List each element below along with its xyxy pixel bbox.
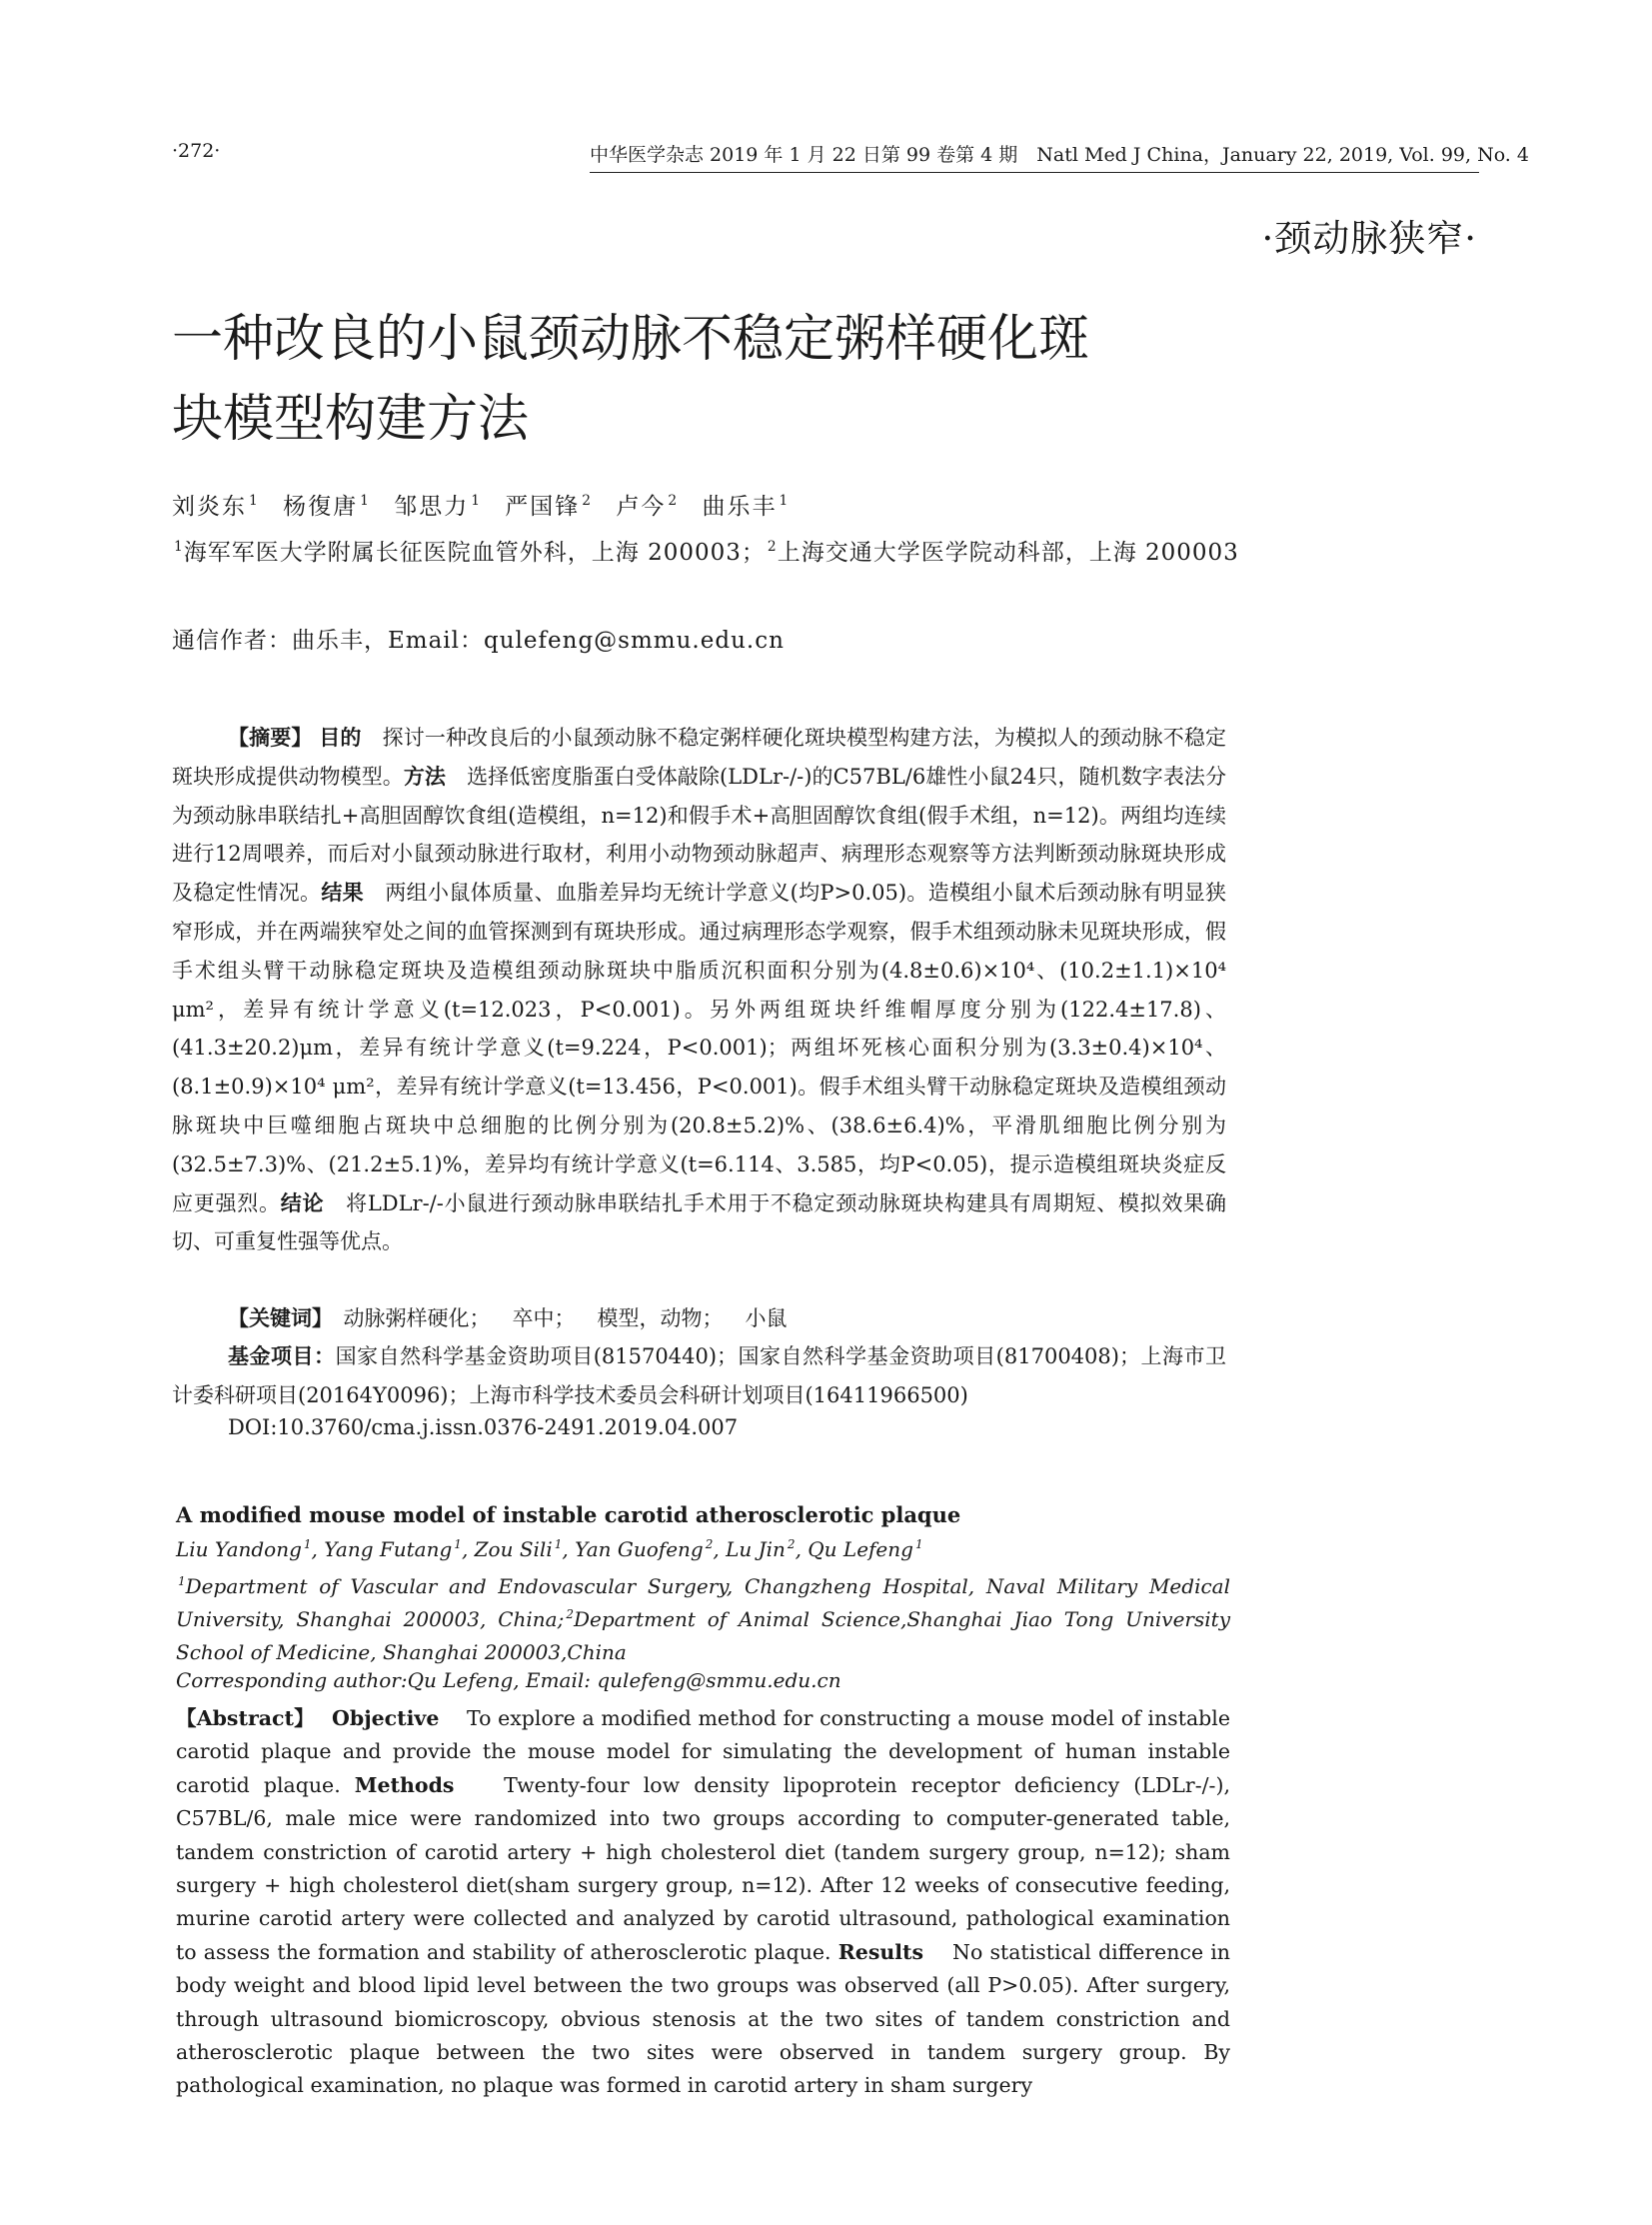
funding-text: 国家自然科学基金资助项目(81570440)；国家自然科学基金资助项目(81700408)；上海市卫计委科研项目(20164Y0096)；上海市科学技术委员会科研计划项目(16411966500) [172, 1344, 1227, 1407]
author-affiliation-mark: 2 [582, 493, 594, 510]
methods-label: 方法 [403, 764, 447, 789]
affiliation-zh [172, 530, 1321, 576]
author-name: 邹思力 [394, 494, 470, 520]
abstract-label: 【摘要】 [228, 726, 313, 750]
affiliation-text: Department of Animal Science,Shanghai Jiao Tong University School of Medicine, Shanghai 200003,China [176, 1607, 1230, 1664]
funding-zh [172, 1337, 1226, 1415]
keywords-zh [172, 1299, 1226, 1337]
author-affiliation-mark: 2 [705, 1537, 714, 1552]
author-affiliation-mark: 2 [787, 1537, 796, 1552]
keyword: 模型，动物； [597, 1306, 724, 1330]
author-affiliation-mark: 1 [249, 493, 260, 510]
keywords-label: 【关键词】 [228, 1306, 323, 1330]
affiliation-text: 海军军医大学附属长征医院血管外科，上海 200003； [183, 540, 766, 566]
objective-label: Objective [332, 1706, 440, 1730]
journal-running-header: 中华医学杂志 2019 年 1 月 22 日第 99 卷第 4 期 Natl Med J China，January 22, 2019, Vol. 99, No. 4 [590, 140, 1479, 173]
author-name: 杨復唐 [283, 494, 359, 520]
affiliation-mark: 1 [174, 539, 184, 556]
keyword: 动脉粥样硬化； [343, 1306, 491, 1330]
results-label: 结果 [321, 881, 364, 906]
title-line-2: 块模型构建方法 [172, 390, 530, 449]
author-name: Yang Futang [324, 1537, 453, 1561]
abstract-label: 【Abstract】 [176, 1706, 305, 1730]
affiliation-mark: 2 [767, 539, 778, 556]
corresponding-author-en: Corresponding author:Qu Lefeng, Email: qulefeng@smmu.edu.cn [176, 1668, 841, 1692]
author-affiliation-mark: 1 [303, 1537, 312, 1552]
affiliation-en [176, 1570, 1230, 1669]
article-title-en: A modified mouse model of instable carotid atherosclerotic plaque [176, 1502, 961, 1527]
author-affiliation-mark: 1 [779, 493, 791, 510]
author-affiliation-mark: 1 [471, 493, 482, 510]
abstract-en [176, 1702, 1230, 2103]
section-tag: ·颈动脉狭窄· [1261, 217, 1477, 260]
affiliation-text: 上海交通大学医学院动科部，上海 200003 [777, 540, 1239, 566]
author-affiliation-mark: 2 [668, 493, 680, 510]
methods-text: Twenty-four low density lipoprotein receptor deficiency (LDLr-/-), C57BL/6, male mice were randomized into two groups according to computer-generated table, tandem constriction of carotid artery + high cholesterol diet (tandem surgery group, n=12); sham surgery + high cholesterol diet(sham surgery group, n=12). After 12 weeks of consecutive feeding, murine carotid artery were collected and analyzed by carotid ultrasound, pathological examination to assess the formation and stability of atherosclerotic plaque. [176, 1772, 1230, 1964]
author-list-en: Liu Yandong $^1$, Yang Futang $^1$, Zou Sili $^1$, Yan Guofeng $^2$, Lu Jin $^2$, Qu Lefeng $^1$ [176, 1537, 923, 1561]
keyword: 卒中； [512, 1306, 576, 1330]
results-label: Results [837, 1939, 924, 1964]
abstract-zh [172, 719, 1226, 1261]
affiliation-mark: 2 [566, 1607, 574, 1622]
author-affiliation-mark: 1 [454, 1537, 462, 1552]
author-name: Qu Lefeng [808, 1537, 913, 1561]
author-list-zh [172, 488, 790, 521]
affiliation-text: Department of Vascular and Endovascular Surgery, Changzheng Hospital, Naval Military Medical University, Shanghai 200003, China; [176, 1574, 1230, 1631]
author-affiliation-mark: 1 [360, 493, 371, 510]
methods-text: 选择低密度脂蛋白受体敲除(LDLr-/-)的C57BL/6雄性小鼠24只，随机数字表法分为颈动脉串联结扎+高胆固醇饮食组(造模组，n=12)和假手术+高胆固醇饮食组(假手术组，n=12)。两组均连续进行12周喂养，而后对小鼠颈动脉进行取材，利用小动物颈动脉超声、病理形态观察等方法判断颈动脉斑块形成及稳定性情况。 [172, 764, 1227, 906]
keyword: 小鼠 [745, 1306, 788, 1330]
objective-text: 探讨一种改良后的小鼠颈动脉不稳定粥样硬化斑块模型构建方法，为模拟人的颈动脉不稳定斑块形成提供动物模型。 [172, 726, 1227, 789]
corresponding-author-zh: 通信作者：曲乐丰，Email：qulefeng@smmu.edu.cn [172, 628, 785, 654]
funding-label: 基金项目： [228, 1344, 336, 1368]
author-affiliation-mark: 1 [554, 1537, 563, 1552]
results-text: No statistical difference in body weight and blood lipid level between the two groups was observed (all P>0.05). After surgery, through ultrasound biomicroscopy, obvious stenosis at the two sites of tandem constriction and atherosclerotic plaque between the two sites were observed in tandem surgery group. By pathological examination, no plaque was formed in carotid artery in sham surgery [176, 1939, 1230, 2098]
article-title-zh [172, 300, 1311, 460]
author-name: 严国锋 [505, 494, 581, 520]
objective-label: 目的 [319, 726, 362, 750]
page-number: ·272· [172, 140, 221, 162]
author-name: Zou Sili [474, 1537, 553, 1561]
author-name: 曲乐丰 [702, 494, 778, 520]
author-affiliation-mark: 1 [914, 1537, 923, 1552]
methods-label: Methods [354, 1772, 455, 1797]
objective-text: To explore a modified method for constructing a mouse model of instable carotid plaque and provide the mouse model for simulating the development of human instable carotid plaque. [176, 1706, 1230, 1797]
conclusion-text: 将LDLr-/-小鼠进行颈动脉串联结扎手术用于不稳定颈动脉斑块构建具有周期短、模拟效果确切、可重复性强等优点。 [172, 1190, 1227, 1254]
title-line-1: 一种改良的小鼠颈动脉不稳定粥样硬化斑 [172, 310, 1090, 369]
conclusion-label: 结论 [280, 1190, 325, 1215]
author-name: Lu Jin [726, 1537, 786, 1561]
results-text: 两组小鼠体质量、血脂差异均无统计学意义(均P>0.05)。造模组小鼠术后颈动脉有明显狭窄形成，并在两端狭窄处之间的血管探测到有斑块形成。通过病理形态学观察，假手术组颈动脉未见斑块形成，假手术组头臂干动脉稳定斑块及造模组颈动脉斑块中脂质沉积面积分别为(4.8±0.6)×10⁴、(10.2±1.1)×10⁴ μm²，差异有统计学意义(t=12.023，P<0.001)。另外两组斑块纤维帽厚度分别为(122.4±17.8)、(41.3±20.2)μm，差异有统计学意义(t=9.224，P<0.001)；两组坏死核心面积分别为(3.3±0.4)×10⁴、(8.1±0.9)×10⁴ μm²，差异有统计学意义(t=13.456，P<0.001)。假手术组头臂干动脉稳定斑块及造模组颈动脉斑块中巨噬细胞占斑块中总细胞的比例分别为(20.8±5.2)%、(38.6±6.4)%，平滑肌细胞比例分别为(32.5±7.3)%、(21.2±5.1)%，差异均有统计学意义(t=6.114、3.585，均P<0.05)，提示造模组斑块炎症反应更强烈。 [172, 881, 1227, 1215]
author-name: 刘炎东 [172, 494, 247, 520]
affiliation-mark: 1 [178, 1574, 186, 1589]
author-name: Liu Yandong [176, 1537, 302, 1561]
author-name: Yan Guofeng [575, 1537, 704, 1561]
author-name: 卢今 [616, 494, 667, 520]
doi: DOI:10.3760/cma.j.issn.0376-2491.2019.04.007 [228, 1415, 739, 1439]
